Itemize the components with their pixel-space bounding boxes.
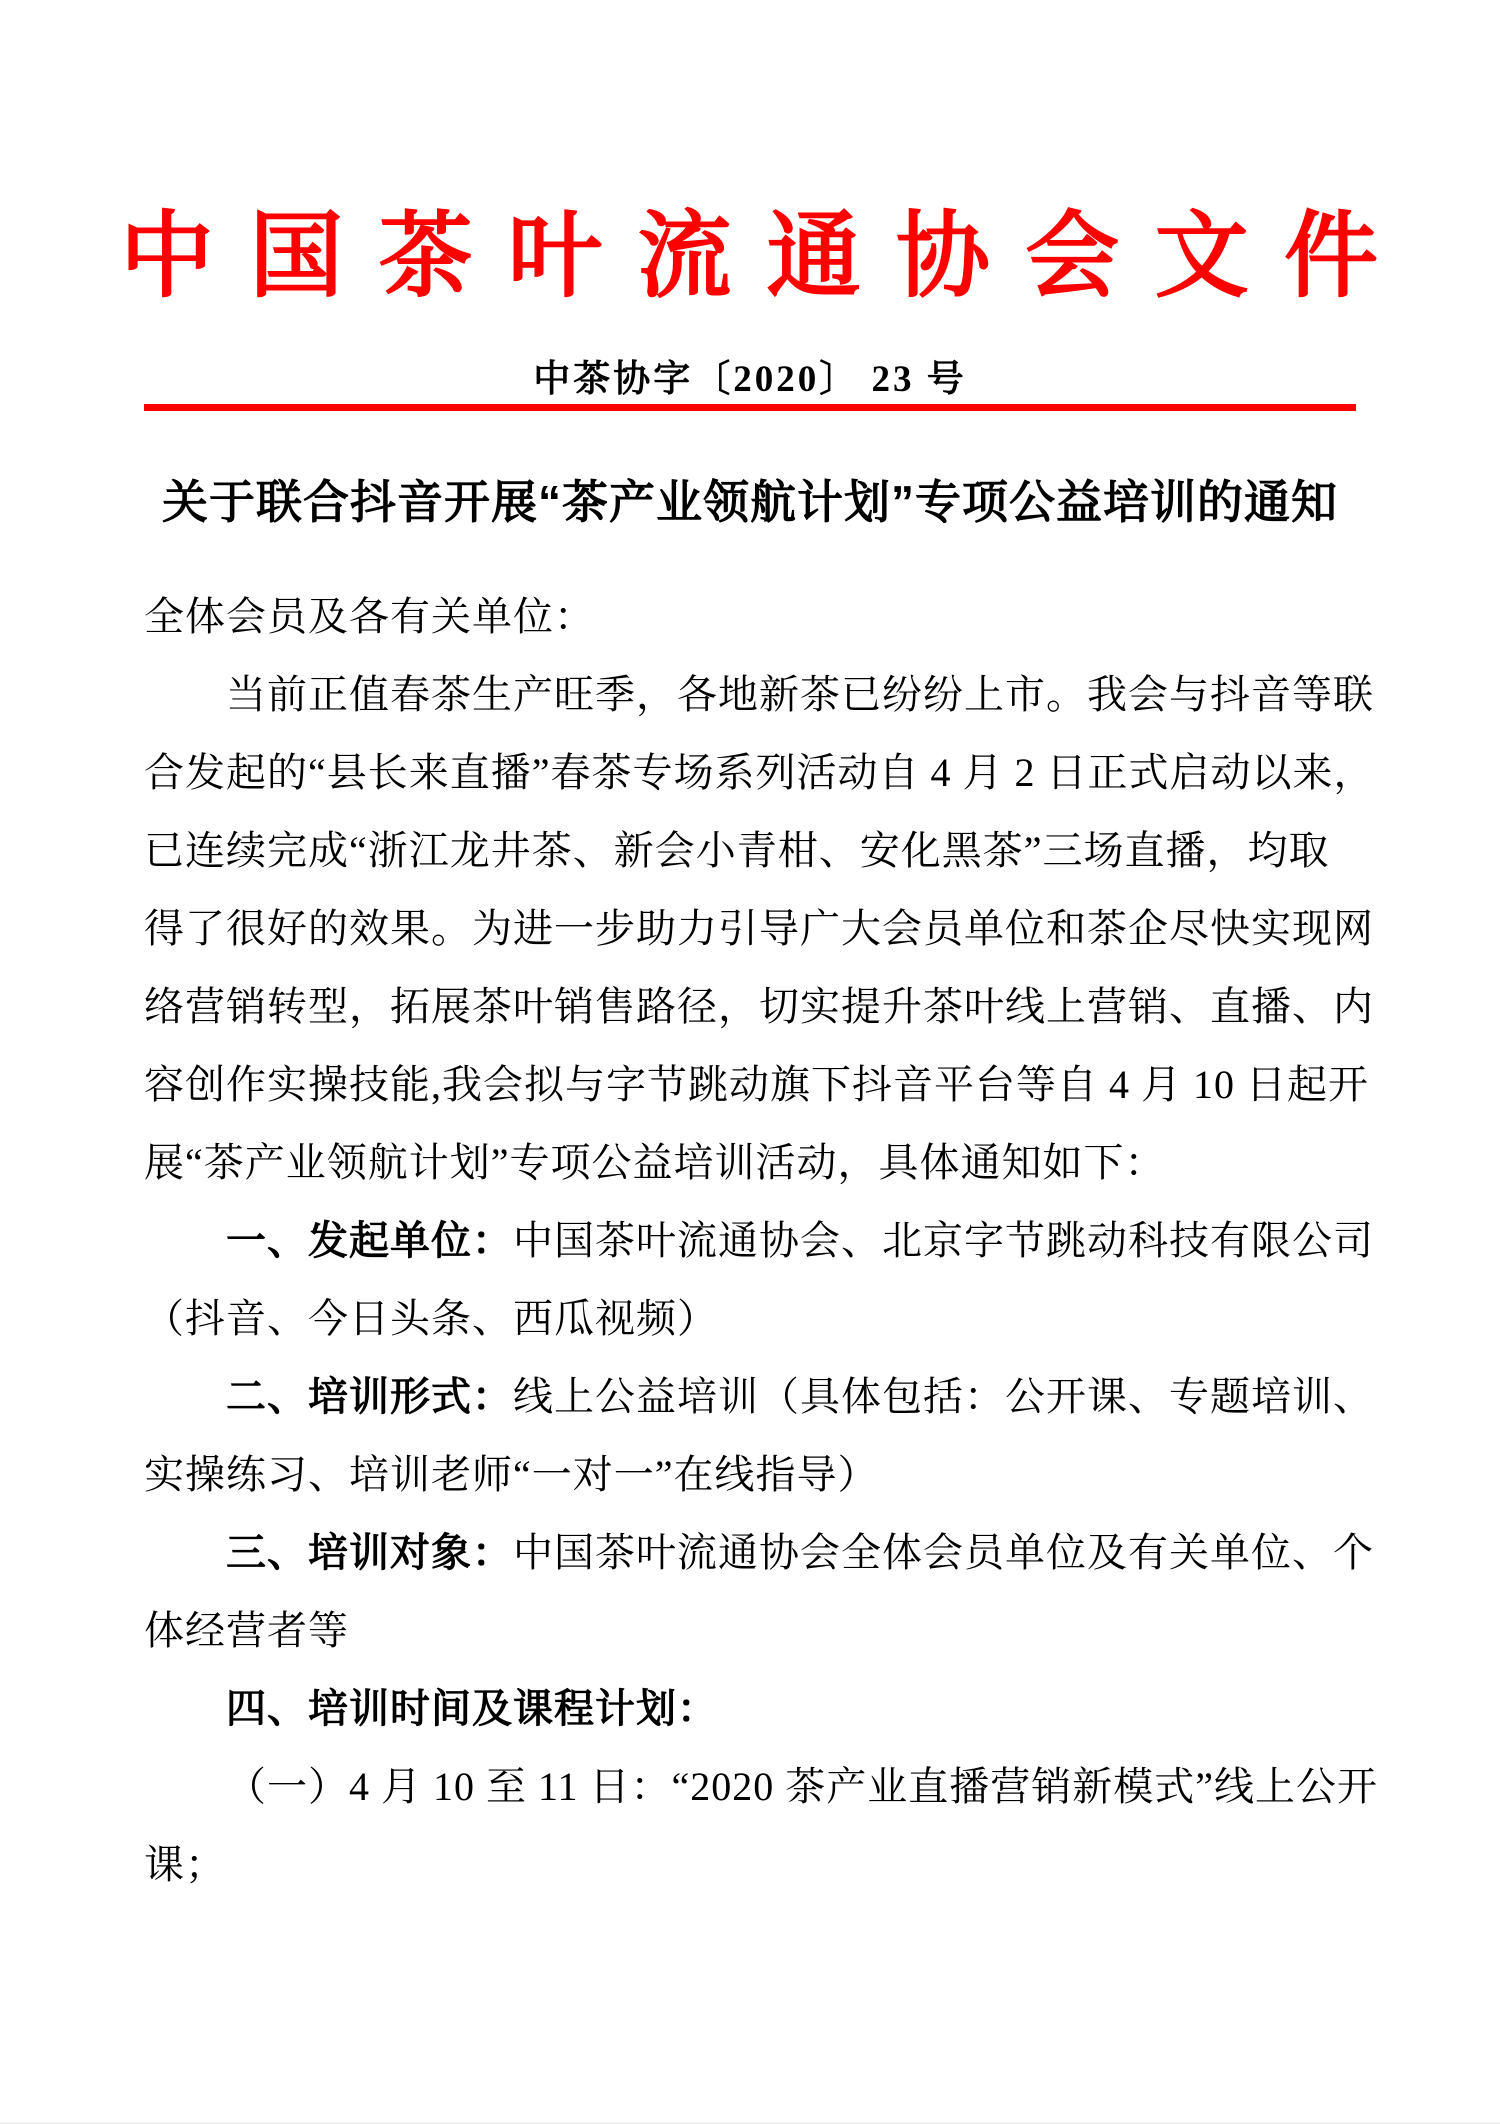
body-line: 体经营者等 [144,1608,349,1653]
body-line: 络营销转型，拓展茶叶销售路径，切实提升茶叶线上营销、直播、内 [144,984,1374,1029]
body-line: 容创作实操技能,我会拟与字节跳动旗下抖音平台等自 4 月 10 日起开 [144,1062,1369,1107]
body-line: 实操练习、培训老师“一对一”在线指导） [144,1452,879,1497]
document-body [144,578,1384,1904]
body-line-section-label: 三、培训对象： [226,1530,513,1575]
body-line: 展“茶产业领航计划”专项公益培训活动，具体通知如下： [144,1140,1166,1185]
letterhead-title-char: 流 [637,205,732,309]
body-line: （一）4 月 10 至 11 日：“2020 茶产业直播营销新模式”线上公开 [226,1764,1379,1809]
body-line: 三、培训对象：中国茶叶流通协会全体会员单位及有关单位、个 [226,1530,1374,1575]
document-title: 关于联合抖音开展“茶产业领航计划”专项公益培训的通知 [162,476,1338,528]
body-line: 已连续完成“浙江龙井茶、新会小青柑、安化黑茶”三场直播，均取 [144,828,1330,873]
letterhead-title [120,206,1378,309]
body-line: （抖音、今日头条、西瓜视频） [144,1296,718,1341]
body-line: 全体会员及各有关单位： [144,594,595,639]
body-line [144,1670,1384,1748]
body-line: 当前正值春茶生产旺季，各地新茶已纷纷上市。我会与抖音等联 [226,672,1374,717]
body-line: 一、发起单位：中国茶叶流通协会、北京字节跳动科技有限公司 [226,1218,1374,1263]
body-line-section-label: 二、培训形式： [226,1374,513,1419]
letterhead-title-char: 件 [1283,205,1378,309]
letterhead-title-char: 协 [895,205,990,309]
letterhead-title-char: 中 [120,205,215,309]
document-reference-number: 中茶协字〔2020〕 23 号 [533,359,967,400]
body-line: 课； [144,1842,226,1887]
body-line-section-label: 一、发起单位： [226,1218,513,1263]
letterhead-title-char: 文 [1154,205,1249,309]
letterhead-title-char: 叶 [507,205,602,309]
letterhead-title-char: 茶 [378,205,473,309]
body-line: 合发起的“县长来直播”春茶专场系列活动自 4 月 2 日正式启动以来， [144,750,1375,795]
letterhead-title-char: 通 [766,205,861,309]
body-line-section-label: 四、培训时间及课程计划： [226,1686,718,1731]
letterhead-title-char: 会 [1025,205,1120,309]
body-line: 得了很好的效果。为进一步助力引导广大会员单位和茶企尽快实现网 [144,906,1374,951]
red-divider-line [144,404,1356,411]
body-line: 二、培训形式：线上公益培训（具体包括：公开课、专题培训、 [226,1374,1374,1419]
letterhead-title-char: 国 [249,205,344,309]
